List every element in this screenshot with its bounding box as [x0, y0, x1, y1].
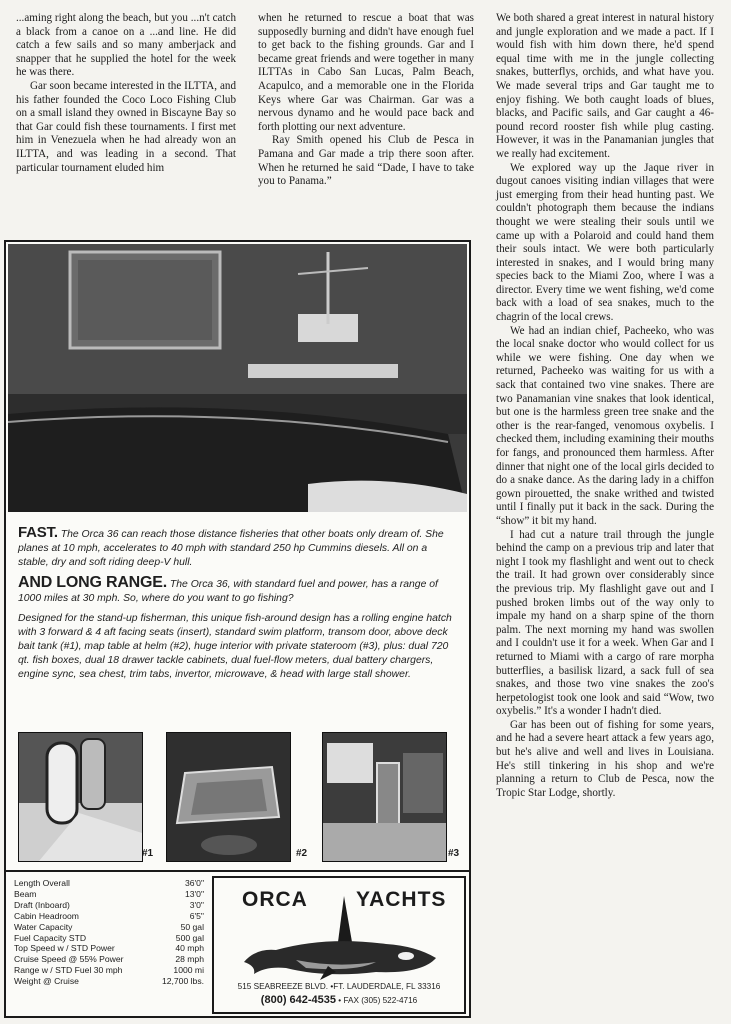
ad-range-text: The Orca 36, with standard fuel and power, has a range of 1000 miles at 30 mph. So, where do you want to go fishing? — [18, 579, 438, 604]
orca-yachts-advertisement — [4, 240, 471, 1018]
spec-label: Cruise Speed @ 55% Power — [14, 954, 124, 965]
paragraph: Gar has been out of fishing for some years, and he had a severe heart attack a few years ago, but he's alive and well and lives in Louisiana. He's still tinkering in his shop and we're planning a return to Club de Pesca, now the Tropic Star Lodge, shortly. — [496, 718, 714, 799]
spec-label: Weight @ Cruise — [14, 976, 79, 987]
ad-fast-paragraph — [18, 526, 458, 570]
boat-hero-photo — [8, 244, 467, 512]
bait-tank-photo — [18, 732, 143, 862]
spec-row — [14, 922, 204, 933]
paragraph: Gar soon became interested in the ILTTA, and his father founded the Coco Loco Fishing Club on a small island they owned in Biscayne Bay so that Gar could fish these tournaments. I first met him in Venezuela when he had already won an ILTTA, and was leading in a second. That particular tournament eluded him — [16, 79, 236, 174]
spec-row — [14, 976, 204, 987]
stateroom-photo — [322, 732, 447, 862]
paragraph: Ray Smith opened his Club de Pesca in Pamana and Gar made a trip there soon after. When he returned he said “Dade, I have to take you to Panama.” — [258, 134, 474, 188]
paragraph: We explored way up the Jaque river in dugout canoes visiting indian villages that were just emerging from their head hunting past. We couldn't photograph them because the indians thought we were stealing their souls until we came up with a Polaroid and could hand them their souls intact. We were both particularly interested in snakes, and I would bring many species back to the Miami Zoo, where I was a director. Every time we went fishing, we'd come back with a load of sea snakes, much to the chagrin of the local crews. — [496, 161, 714, 324]
spec-value: 3'0" — [189, 899, 204, 910]
spec-row — [14, 943, 204, 954]
spec-label: Fuel Capacity STD — [14, 932, 87, 943]
spec-value: 1000 mi — [173, 965, 204, 976]
spec-value: 28 mph — [175, 954, 204, 965]
stateroom-image — [323, 733, 446, 861]
spec-label: Top Speed w / STD Power — [14, 943, 115, 954]
brand-address: 515 SEABREEZE BLVD. •FT. LAUDERDALE, FL 33316 — [237, 982, 441, 991]
brand-phone: (800) 642-4535 — [260, 994, 337, 1006]
photo-label-1: #1 — [142, 848, 154, 859]
map-table-image — [167, 733, 290, 861]
spec-row — [14, 965, 204, 976]
brand-fax: • FAX (305) 522-4716 — [336, 996, 418, 1005]
ad-design-paragraph: Designed for the stand-up fisherman, this unique fish-around design has a rolling engine hatch with 3 forward & 4 aft facing seats (insert), standard swim platform, transom door, above deck bait tank (#1), map table at helm (#2), huge interior with private stateroom (#3), plus: dual 720 qt. fish boxes, dual 18 drawer tackle cabinets, dual fuel-flow meters, dual battery chargers, engine sync, sea chest, trim tabs, invertor, microwave, & head with large stall shower. — [18, 613, 452, 680]
spec-label: Beam — [14, 888, 37, 899]
paragraph: We had an indian chief, Pacheeko, who was the local snake doctor who would collect for us while we were fishing. One day when we returned, Pacheeko was waiting for us with a sack that contained two vine snakes. There are two Panamanian vine snakes that look identical, but one is the harmless green tree snake and the other is the rear-fanged, venomous oxybelis. I checked them, including examining their mouths for fangs, and pronounced them harmless. After dinner that night one of the local girls decided to do a snake dance. As the daring lady in a chiffon gown pirouetted, the snake writhed and twisted until I finally put it back in the sack. During the “show” it bit my hand. — [496, 324, 714, 527]
paragraph: when he returned to rescue a boat that was supposedly burning and didn't have enough fuel to get back to the fishing grounds. Gar and I became great friends and were together in many ILTTAs in Cabo San Lucas, Palm Beach, Acapulco, and a memorable one in the Florida Keys where Gar was Chairman. Gar was a nervous dynamo and he would pace back and forth plotting our next adventure. — [258, 12, 474, 133]
spec-row — [14, 933, 204, 944]
spec-value: 40 mph — [175, 943, 204, 954]
spec-label: Water Capacity — [14, 921, 73, 932]
paragraph: ...aming right along the beach, but you ...n't catch a black from a canoe on a ...and line. He did catch a few sails and so many amberjack and snapper that he supplied the hotel for the week he was there. — [16, 12, 236, 79]
spec-label: Draft (Inboard) — [14, 899, 70, 910]
ad-copy — [18, 526, 458, 688]
spec-value: 500 gal — [175, 932, 204, 943]
brand-orca-text: ORCA — [242, 888, 308, 911]
spec-row — [14, 878, 204, 889]
photo-label-3: #3 — [448, 848, 460, 859]
bait-tank-image — [19, 733, 142, 861]
ad-range-paragraph — [18, 576, 458, 606]
spec-value: 12,700 lbs. — [161, 976, 204, 987]
spec-value: 36'0" — [184, 878, 204, 888]
specs-divider — [6, 870, 469, 872]
ad-fast-lead: FAST. — [18, 524, 58, 541]
spec-value: 13'0" — [184, 888, 204, 899]
spec-row — [14, 889, 204, 900]
photo-label-2: #2 — [296, 848, 308, 859]
brand-contact — [214, 994, 464, 1006]
spec-row — [14, 911, 204, 922]
spec-value: 6'5" — [189, 910, 204, 921]
brand-yachts-text: YACHTS — [356, 888, 447, 911]
spec-row — [14, 954, 204, 965]
orca-yachts-logo-box — [212, 876, 466, 1014]
spec-label: Cabin Headroom — [14, 910, 79, 921]
spec-label: Range w / STD Fuel 30 mph — [14, 965, 123, 976]
ad-range-lead: AND LONG RANGE. — [18, 574, 168, 591]
article-column-2 — [258, 12, 474, 189]
article-column-1 — [16, 12, 236, 175]
paragraph: I had cut a nature trail through the jungle behind the camp on a previous trip and later that night I took my flashlight and went out to check the trail. It had grown over considerably since the previous trip. My flashlight gave out and I pushed broken limbs out of the way only to impale my hand on a sharp spine of the thorn palm. The next morning my hand was swollen and I couldn't use it for a week. When Gar and I returned to Miami with a cargo of rare morpha butterflies, a basilisk lizard, a sack full of sea snakes, and those two vine snakes the zoo's herpetologist took one look and said “Wow, two oxybelis.” It's a wonder I hadn't died. — [496, 528, 714, 718]
spec-row — [14, 900, 204, 911]
spec-label: Length Overall — [14, 878, 70, 888]
map-table-photo — [166, 732, 291, 862]
spec-value: 50 gal — [180, 921, 204, 932]
ad-fast-text: The Orca 36 can reach those distance fisheries that other boats only dream of. She planes at 10 mph, accelerates to 40 mph with standard 250 hp Cummins diesels. All on a stable, dry and soft riding deep-V hull. — [18, 529, 444, 568]
boat-photo-image — [8, 244, 467, 512]
article-column-3 — [496, 12, 714, 800]
paragraph: We both shared a great interest in natural history and jungle exploration and we made a pact. If I would fish with him down there, he'd spend equal time with me in the jungle collecting snakes, butterflys, orchids, and what have you. We made several trips and Gar taught me to enjoy fishing. We both caught loads of blues, blacks, and Pacific sails, and Gar caught a 46-pound record rooster fish while plug casting. However, it was in the Panamanian jungles that we really had excitement. — [496, 12, 714, 160]
specs-table — [14, 878, 204, 987]
